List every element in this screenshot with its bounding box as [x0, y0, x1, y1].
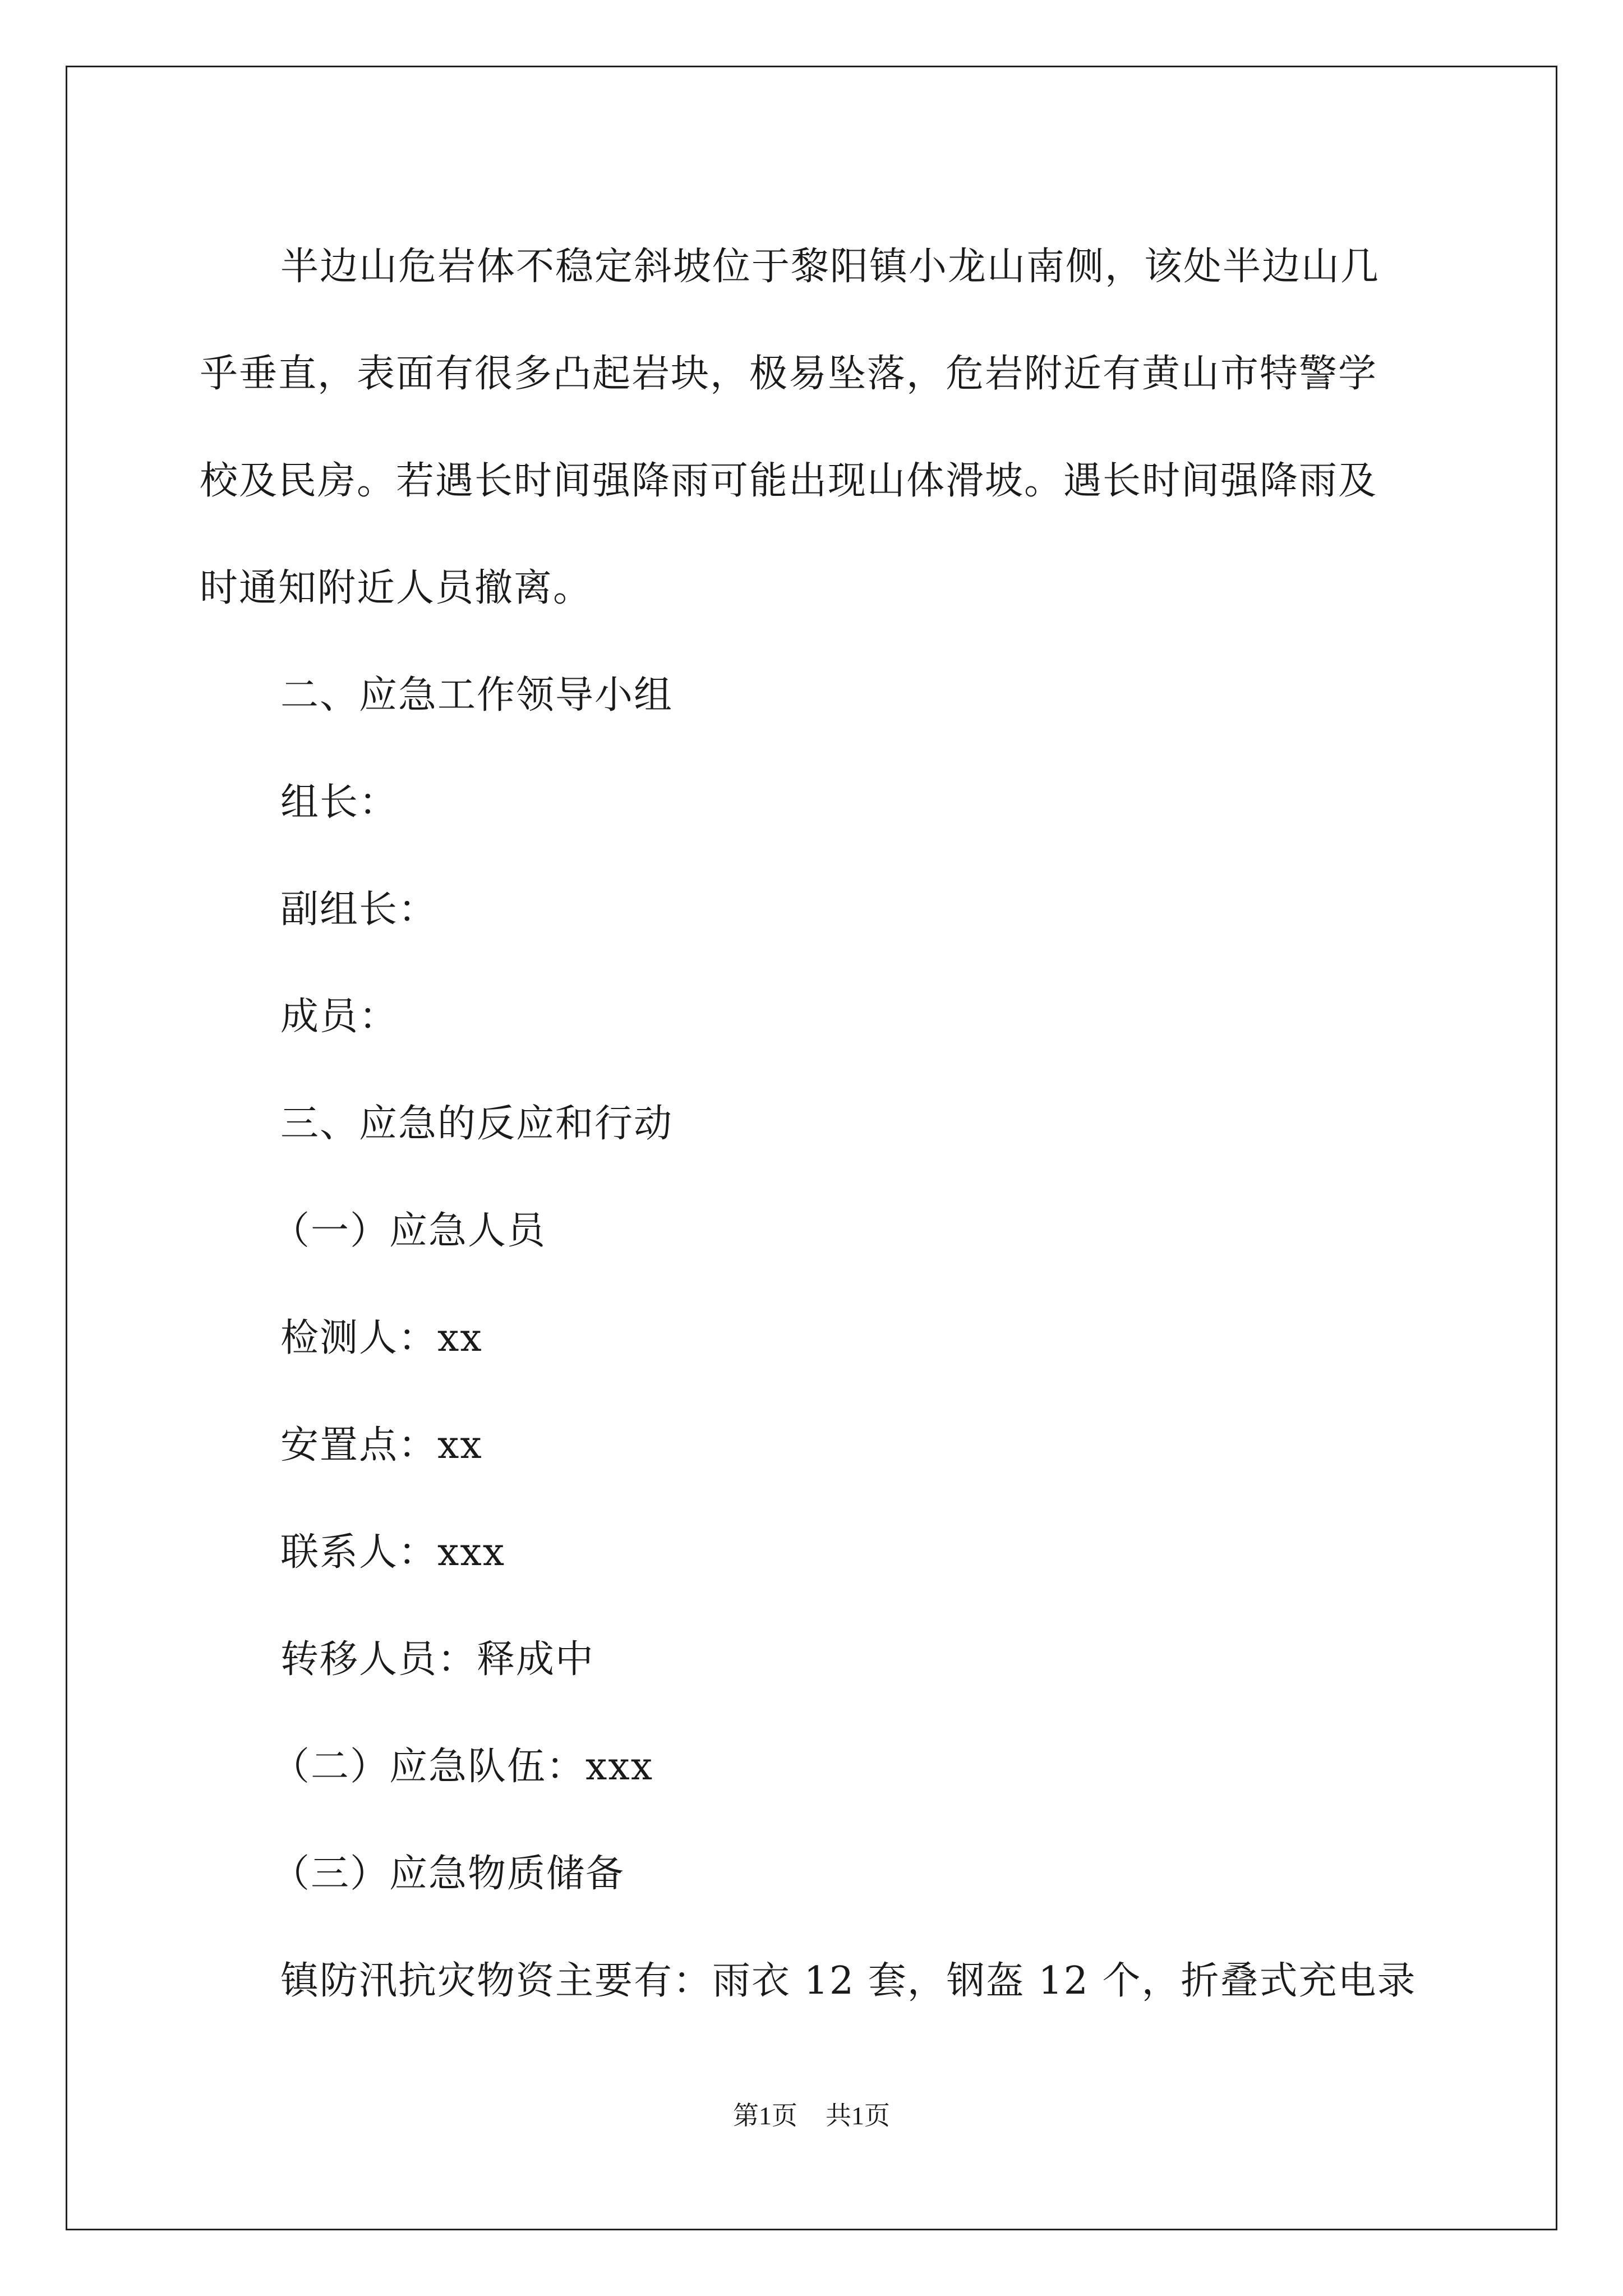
subheading-emergency-personnel: （一）应急人员 — [271, 1209, 547, 1253]
page-footer — [0, 2095, 1623, 2132]
page-current-label: 第1页 — [733, 2101, 797, 2130]
supplies-line: 镇防汛抗灾物资主要有：雨衣 12 套，钢盔 12 个，折叠式充电录 — [280, 1959, 1417, 2003]
paragraph-line: 半边山危岩体不稳定斜坡位于黎阳镇小龙山南侧，该处半边山几 — [280, 245, 1380, 289]
paragraph-line: 乎垂直，表面有很多凸起岩块，极易坠落，危岩附近有黄山市特警学 — [200, 352, 1378, 396]
settlement-line: 安置点：xx — [280, 1423, 483, 1467]
contact-line: 联系人：xxx — [280, 1530, 506, 1575]
members-line: 成员： — [280, 995, 399, 1039]
paragraph-line: 时通知附近人员撤离。 — [200, 566, 593, 610]
subheading-emergency-team: （二）应急队伍：xxx — [271, 1745, 654, 1789]
paragraph-hazard-description — [200, 213, 1433, 642]
leader-line: 组长： — [280, 780, 399, 825]
section-heading-response: 三、应急的反应和行动 — [280, 1102, 674, 1146]
deputy-leader-line: 副组长： — [280, 887, 438, 932]
monitor-line: 检测人：xx — [280, 1316, 483, 1360]
document-body — [200, 213, 1433, 2035]
paragraph-line: 校及民房。若遇长时间强降雨可能出现山体滑坡。遇长时间强降雨及 — [200, 459, 1378, 503]
subheading-material-reserve: （三）应急物质储备 — [271, 1852, 625, 1896]
page-total-label: 共1页 — [826, 2101, 890, 2130]
section-heading-leadership: 二、应急工作领导小组 — [280, 673, 674, 717]
transfer-personnel-line: 转移人员：释成中 — [280, 1637, 595, 1682]
